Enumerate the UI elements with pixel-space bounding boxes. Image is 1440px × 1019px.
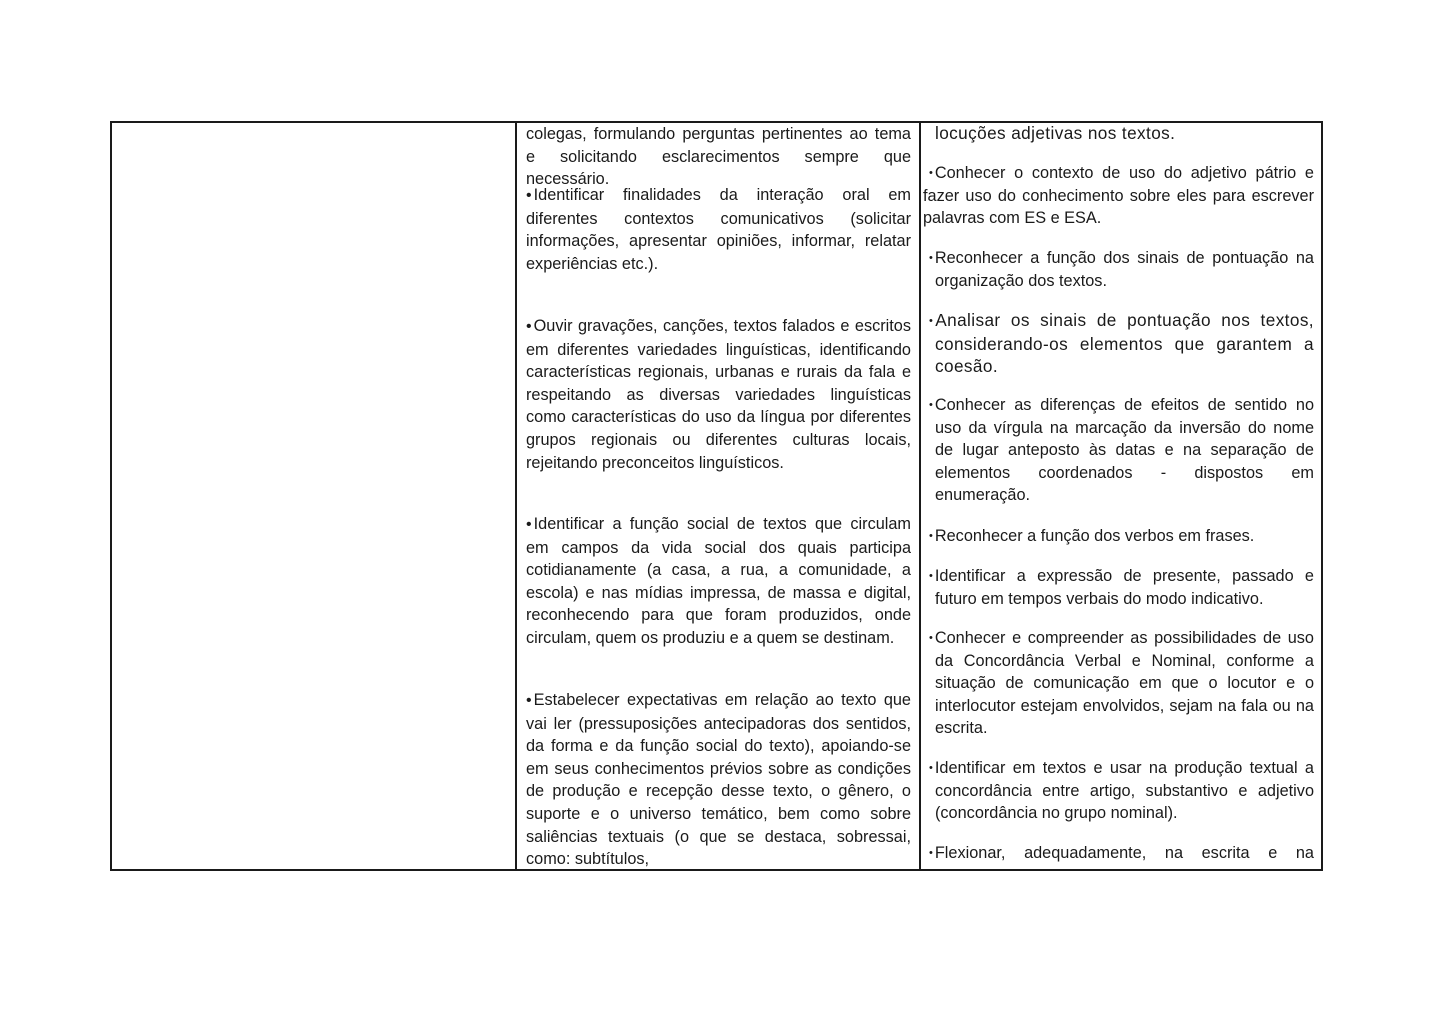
bullet-paragraph: • Ouvir gravações, canções, textos falados e escritos em diferentes variedades linguísticas, identificando características regionais, urbanas e rurais da fala e respeitando as diversas variedades linguísticas como características do uso da língua por diferentes grupos regionais ou diferentes culturas locais, rejeitando preconceitos linguísticos. bbox=[526, 317, 911, 472]
bullet-icon: • bbox=[929, 632, 933, 644]
bullet-icon: • bbox=[929, 530, 933, 542]
column-divider bbox=[515, 123, 517, 869]
bullet-paragraph: • Analisar os sinais de pontuação nos textos, considerando-os elementos que garantem a coesão. bbox=[929, 310, 1314, 377]
bullet-icon: • bbox=[929, 570, 933, 582]
bullet-paragraph: • Conhecer e compreender as possibilidades de uso da Concordância Verbal e Nominal, conforme a situação de comunicação em que o locutor e o interlocutor estejam envolvidos, sejam na fala ou na escrita. bbox=[929, 629, 1314, 738]
bullet-paragraph: • Identificar em textos e usar na produção textual a concordância entre artigo, substantivo e adjetivo (concordância no grupo nominal). bbox=[929, 759, 1314, 823]
text-paragraph: colegas, formulando perguntas pertinentes ao tema e solicitando esclarecimentos sempre que necessário. bbox=[526, 125, 911, 189]
table-cell-column-2 bbox=[526, 123, 911, 869]
text-paragraph: locuções adjetivas nos textos. bbox=[935, 123, 1176, 143]
bullet-paragraph: • Identificar a expressão de presente, passado e futuro em tempos verbais do modo indicativo. bbox=[929, 567, 1314, 608]
bullet-icon: • bbox=[929, 167, 933, 179]
bullet-icon: • bbox=[526, 187, 532, 204]
bullet-paragraph: • Flexionar, adequadamente, na escrita e na bbox=[929, 844, 1314, 862]
bullet-paragraph: • Conhecer o contexto de uso do adjetivo pátrio e fazer uso do conhecimento sobre eles para escrever palavras com ES e ESA. bbox=[923, 164, 1314, 228]
bullet-icon: • bbox=[929, 847, 933, 859]
table-cell-column-1 bbox=[112, 123, 515, 869]
bullet-icon: • bbox=[929, 315, 934, 327]
bullet-paragraph: • Identificar a função social de textos que circulam em campos da vida social dos quais participa cotidianamente (a casa, a rua, a comunidade, a escola) e nas mídias impressa, de massa e digital, reconhecendo para que foram produzidos, onde circulam, quem os produziu e a quem se destinam. bbox=[526, 515, 911, 647]
bullet-icon: • bbox=[929, 399, 933, 411]
bullet-paragraph: • Estabelecer expectativas em relação ao texto que vai ler (pressuposições antecipadoras dos sentidos, da forma e da função social do texto), apoiando-se em seus conhecimentos prévios sobre as condições de produção e recepção desse texto, o gênero, o suporte e o universo temático, bem como sobre saliências textuais (o que se destaca, sobressai, como: subtítulos, bbox=[526, 691, 911, 869]
table-cell-column-3 bbox=[923, 123, 1315, 869]
bullet-paragraph: • Reconhecer a função dos sinais de pontuação na organização dos textos. bbox=[929, 249, 1314, 290]
bullet-icon: • bbox=[929, 252, 933, 264]
content-table bbox=[110, 121, 1323, 871]
column-divider bbox=[919, 123, 921, 869]
bullet-paragraph: • Conhecer as diferenças de efeitos de sentido no uso da vírgula na marcação da inversão do nome de lugar anteposto às datas e na separação de elementos coordenados - dispostos em enumeração. bbox=[929, 396, 1314, 505]
bullet-icon: • bbox=[526, 692, 532, 709]
bullet-icon: • bbox=[526, 516, 532, 533]
bullet-icon: • bbox=[929, 762, 933, 774]
bullet-icon: • bbox=[526, 318, 532, 335]
bullet-paragraph: • Identificar finalidades da interação oral em diferentes contextos comunicativos (solicitar informações, apresentar opiniões, informar, relatar experiências etc.). bbox=[526, 186, 911, 273]
bullet-paragraph: • Reconhecer a função dos verbos em frases. bbox=[929, 527, 1255, 545]
